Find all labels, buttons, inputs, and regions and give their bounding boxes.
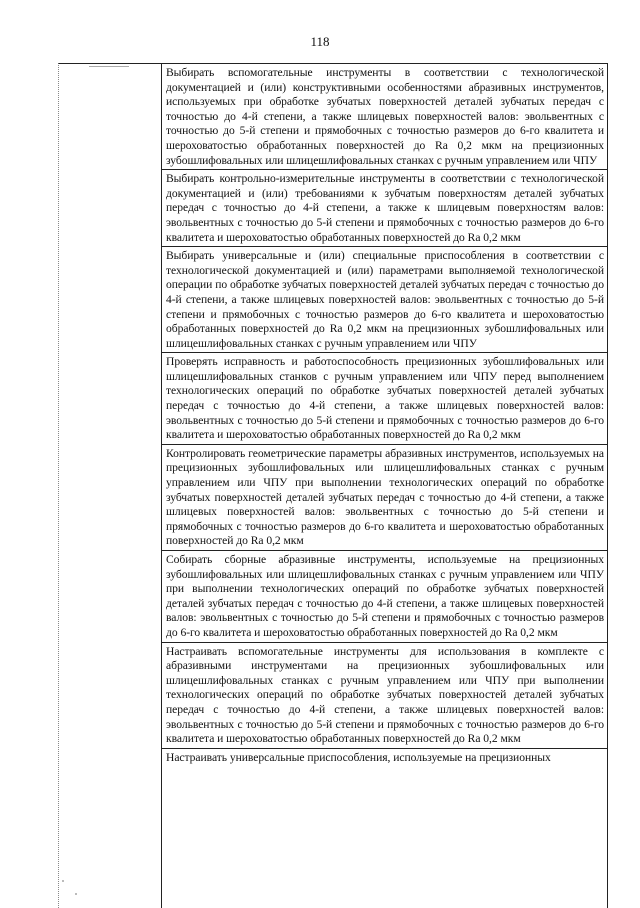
page-number: 118 (310, 34, 330, 49)
table-right-column (162, 64, 608, 908)
table-row: Выбирать контрольно-измерительные инструменты в соответствии с технологической документацией и (или) требованиями к зубчатым поверхностям деталей зубчатых передач с точностью до 4-й степени, а также к шлицевым поверхностям валов: эвольвентных с точностью до 5-й степени и прямобочных с точностью размеров до 6-го квалитета и шероховатостью обработанных поверхностей до Ra 0,2 мкм (162, 170, 607, 247)
table-left-column (59, 64, 162, 908)
scan-artifact (62, 880, 64, 882)
table-row: Контролировать геометрические параметры абразивных инструментов, используемых на прецизионных зубошлифовальных или шлицешлифовальных станках с ручным управлением или ЧПУ при выполнении технологических операций по обработке зубчатых поверхностей деталей зубчатых передач с точностью до 4-й степени, а также шлицевых поверхностей валов: эвольвентных с точностью до 5-й степени и прямобочных с точностью размеров до 6-го квалитета и шероховатостью обработанных поверхностей до Ra 0,2 мкм (162, 445, 607, 551)
table-row: Выбирать вспомогательные инструменты в соответствии с технологической документацией и (или) конструктивными особенностями абразивных инструментов, используемых при обработке зубчатых поверхностей деталей зубчатых передач с точностью до 4-й степени, а также шлицевых поверхностей валов: эвольвентных с точностью до 5-й степени и прямобочных с точностью размеров до 6-го квалитета и шероховатостью обработанных поверхностей до Ra 0,2 мкм на прецизионных зубошлифовальных или шлицешлифовальных станках с ручным управлением или ЧПУ (162, 64, 607, 170)
table-row: Проверять исправность и работоспособность прецизионных зубошлифовальных или шлицешлифовальных станков с ручным управлением или ЧПУ перед выполнением технологических операций по обработке зубчатых поверхностей деталей зубчатых передач с точностью до 4-й степени, а также шлицевых поверхностей валов: эвольвентных с точностью до 5-й степени и прямобочных с точностью размеров до 6-го квалитета и шероховатостью обработанных поверхностей до Ra 0,2 мкм (162, 353, 607, 445)
scan-mark (89, 66, 129, 67)
table-row: Настраивать вспомогательные инструменты для использования в комплекте с абразивными инструментами на прецизионных зубошлифовальных или шлицешлифовальных станках с ручным управлением или ЧПУ при выполнении технологических операций по обработке зубчатых поверхностей деталей зубчатых передач с точностью до 4-й степени, а также шлицевых поверхностей валов: эвольвентных с точностью до 5-й степени и прямобочных с точностью размеров до 6-го квалитета и шероховатостью обработанных поверхностей до Ra 0,2 мкм (162, 643, 607, 749)
table-row: Выбирать универсальные и (или) специальные приспособления в соответствии с технологической документацией и (или) параметрами выполняемой технологической операции по обработке зубчатых поверхностей деталей зубчатых передач с точностью до 4-й степени, а также шлицевых поверхностей валов: эвольвентных с точностью до 5-й степени и прямобочных с точностью размеров до 6-го квалитета и шероховатостью обработанных поверхностей до Ra 0,2 мкм на прецизионных зубошлифовальных или шлицешлифовальных станках с ручным управлением или ЧПУ (162, 247, 607, 353)
scan-artifact (75, 893, 77, 895)
table-row: Собирать сборные абразивные инструменты, используемые на прецизионных зубошлифовальных или шлицешлифовальных станках с ручным управлением или ЧПУ при выполнении технологических операций по обработке зубчатых поверхностей деталей зубчатых передач с точностью до 4-й степени, а также шлицевых поверхностей валов: эвольвентных с точностью до 5-й степени и прямобочных с точностью размеров до 6-го квалитета и шероховатостью обработанных поверхностей до Ra 0,2 мкм (162, 551, 607, 643)
table-row: Настраивать универсальные приспособления, используемые на прецизионных (166, 750, 551, 764)
requirements-table (58, 63, 608, 908)
